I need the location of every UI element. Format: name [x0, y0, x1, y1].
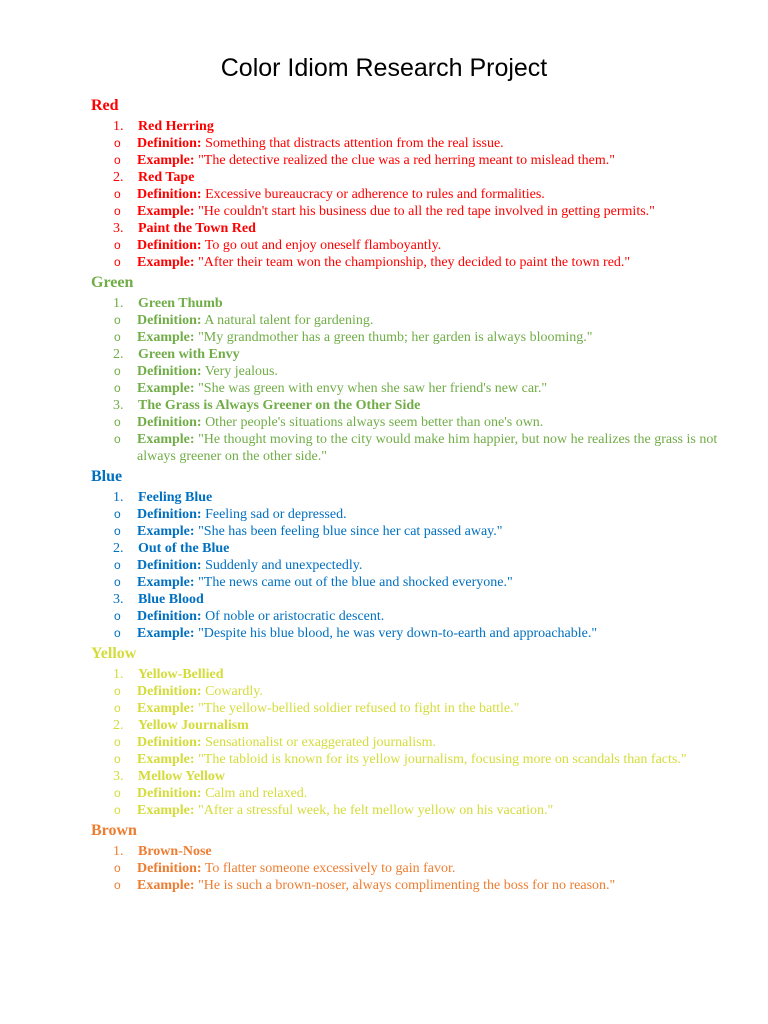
- bullet-icon: o: [114, 575, 121, 589]
- example-label: Example:: [137, 330, 195, 345]
- definition-label: Definition:: [137, 313, 202, 328]
- bullet-icon: o: [114, 626, 121, 640]
- definition-label: Definition:: [137, 238, 202, 253]
- example-item: [44, 431, 731, 465]
- definition-item: [44, 237, 731, 254]
- item-number: 3.: [113, 769, 124, 784]
- bullet-icon: o: [114, 609, 121, 623]
- section-heading: Blue: [91, 468, 123, 485]
- bullet-icon: o: [114, 364, 121, 378]
- bullet-icon: o: [114, 803, 121, 817]
- bullet-icon: o: [114, 313, 121, 327]
- example-text: "My grandmother has a green thumb; her garden is always blooming.": [198, 330, 593, 345]
- list-item: [91, 540, 731, 557]
- definition-label: Definition:: [137, 136, 202, 151]
- item-number: 1.: [113, 296, 124, 311]
- bullet-icon: o: [114, 432, 121, 446]
- example-text: "After a stressful week, he felt mellow yellow on his vacation.": [198, 803, 554, 818]
- definition-label: Definition:: [137, 187, 202, 202]
- example-text: "The yellow-bellied soldier refused to fight in the battle.": [198, 701, 520, 716]
- definition-text: To flatter someone excessively to gain favor.: [204, 861, 456, 876]
- idiom-name: Red Tape: [138, 170, 195, 185]
- definition-item: [44, 734, 731, 751]
- example-item: [44, 380, 731, 397]
- example-item: [44, 574, 731, 591]
- example-text: "The detective realized the clue was a red herring meant to mislead them.": [198, 153, 615, 168]
- idiom-name: The Grass is Always Greener on the Other Side: [138, 398, 421, 413]
- section-yellow: [91, 642, 731, 819]
- definition-text: Cowardly.: [205, 684, 263, 699]
- example-text: "She has been feeling blue since her cat passed away.": [198, 524, 503, 539]
- definition-text: Feeling sad or depressed.: [205, 507, 347, 522]
- definition-text: Calm and relaxed.: [205, 786, 308, 801]
- idiom-name: Mellow Yellow: [138, 769, 225, 784]
- definition-item: [44, 683, 731, 700]
- section-heading: Red: [91, 97, 119, 114]
- idiom-name: Yellow Journalism: [138, 718, 249, 733]
- bullet-icon: o: [114, 381, 121, 395]
- example-item: [44, 802, 731, 819]
- idiom-name: Red Herring: [138, 119, 214, 134]
- definition-item: [44, 506, 731, 523]
- list-item: [91, 169, 731, 186]
- item-number: 1.: [113, 844, 124, 859]
- section-heading: Brown: [91, 822, 137, 839]
- example-text: "He couldn't start his business due to all the red tape involved in getting permits.": [198, 204, 655, 219]
- definition-item: [44, 557, 731, 574]
- example-item: [44, 751, 731, 768]
- idiom-name: Green Thumb: [138, 296, 223, 311]
- item-number: 1.: [113, 667, 124, 682]
- definition-text: Of noble or aristocratic descent.: [205, 609, 385, 624]
- example-item: [44, 625, 731, 642]
- bullet-icon: o: [114, 701, 121, 715]
- section-brown: [91, 819, 731, 894]
- bullet-icon: o: [114, 735, 121, 749]
- example-text: "After their team won the championship, they decided to paint the town red.": [198, 255, 631, 270]
- example-text: "The news came out of the blue and shocked everyone.": [198, 575, 513, 590]
- bullet-icon: o: [114, 187, 121, 201]
- definition-label: Definition:: [137, 684, 202, 699]
- definition-label: Definition:: [137, 786, 202, 801]
- example-item: [44, 152, 731, 169]
- definition-item: [44, 186, 731, 203]
- definition-item: [44, 414, 731, 431]
- item-number: 2.: [113, 347, 124, 362]
- list-item: [91, 489, 731, 506]
- list-item: [91, 717, 731, 734]
- item-number: 3.: [113, 221, 124, 236]
- list-item: [91, 768, 731, 785]
- item-number: 2.: [113, 170, 124, 185]
- idiom-name: Feeling Blue: [138, 490, 213, 505]
- example-label: Example:: [137, 575, 195, 590]
- definition-text: Excessive bureaucracy or adherence to rules and formalities.: [205, 187, 545, 202]
- definition-item: [44, 785, 731, 802]
- example-label: Example:: [137, 432, 195, 447]
- definition-text: A natural talent for gardening.: [204, 313, 374, 328]
- bullet-icon: o: [114, 558, 121, 572]
- definition-text: Sensationalist or exaggerated journalism.: [205, 735, 437, 750]
- definition-item: [44, 608, 731, 625]
- idiom-name: Green with Envy: [138, 347, 240, 362]
- idiom-name: Paint the Town Red: [138, 221, 256, 236]
- list-item: [91, 843, 731, 860]
- example-label: Example:: [137, 255, 195, 270]
- document-body: [91, 94, 731, 894]
- definition-text: Very jealous.: [204, 364, 278, 379]
- item-number: 2.: [113, 541, 124, 556]
- bullet-icon: o: [114, 153, 121, 167]
- bullet-icon: o: [114, 330, 121, 344]
- example-label: Example:: [137, 153, 195, 168]
- section-red: [91, 94, 731, 271]
- bullet-icon: o: [114, 255, 121, 269]
- example-item: [44, 523, 731, 540]
- example-label: Example:: [137, 524, 195, 539]
- section-blue: [91, 465, 731, 642]
- idiom-name: Yellow-Bellied: [138, 667, 224, 682]
- definition-label: Definition:: [137, 415, 202, 430]
- bullet-icon: o: [114, 507, 121, 521]
- example-label: Example:: [137, 626, 195, 641]
- example-label: Example:: [137, 381, 195, 396]
- definition-item: [44, 363, 731, 380]
- bullet-icon: o: [114, 415, 121, 429]
- list-item: [91, 591, 731, 608]
- item-number: 3.: [113, 592, 124, 607]
- definition-text: Something that distracts attention from the real issue.: [205, 136, 504, 151]
- definition-text: Other people's situations always seem better than one's own.: [205, 415, 544, 430]
- definition-label: Definition:: [137, 861, 202, 876]
- definition-text: Suddenly and unexpectedly.: [205, 558, 363, 573]
- example-text: "She was green with envy when she saw her friend's new car.": [198, 381, 548, 396]
- definition-label: Definition:: [137, 558, 202, 573]
- bullet-icon: o: [114, 684, 121, 698]
- example-label: Example:: [137, 752, 195, 767]
- bullet-icon: o: [114, 136, 121, 150]
- bullet-icon: o: [114, 752, 121, 766]
- example-item: [44, 203, 731, 220]
- section-green: [91, 271, 731, 465]
- example-text: "The tabloid is known for its yellow journalism, focusing more on scandals than facts.": [198, 752, 687, 767]
- item-number: 2.: [113, 718, 124, 733]
- definition-item: [44, 135, 731, 152]
- list-item: [91, 295, 731, 312]
- bullet-icon: o: [114, 861, 121, 875]
- list-item: [91, 346, 731, 363]
- item-number: 3.: [113, 398, 124, 413]
- bullet-icon: o: [114, 524, 121, 538]
- section-heading: Yellow: [91, 645, 137, 662]
- example-text: "He thought moving to the city would make him happier, but now he realizes the grass is not always greener on the other side.": [137, 432, 718, 464]
- definition-label: Definition:: [137, 507, 202, 522]
- definition-label: Definition:: [137, 364, 202, 379]
- example-label: Example:: [137, 701, 195, 716]
- idiom-name: Out of the Blue: [138, 541, 230, 556]
- example-item: [44, 329, 731, 346]
- bullet-icon: o: [114, 238, 121, 252]
- example-item: [44, 700, 731, 717]
- document-title: Color Idiom Research Project: [220, 54, 548, 82]
- idiom-name: Blue Blood: [138, 592, 204, 607]
- definition-item: [44, 860, 731, 877]
- example-label: Example:: [137, 878, 195, 893]
- bullet-icon: o: [114, 878, 121, 892]
- example-label: Example:: [137, 204, 195, 219]
- idiom-name: Brown-Nose: [138, 844, 212, 859]
- example-text: "He is such a brown-noser, always complimenting the boss for no reason.": [198, 878, 616, 893]
- list-item: [91, 397, 731, 414]
- bullet-icon: o: [114, 204, 121, 218]
- list-item: [91, 666, 731, 683]
- list-item: [91, 220, 731, 237]
- example-label: Example:: [137, 803, 195, 818]
- bullet-icon: o: [114, 786, 121, 800]
- definition-text: To go out and enjoy oneself flamboyantly.: [204, 238, 442, 253]
- list-item: [91, 118, 731, 135]
- definition-item: [44, 312, 731, 329]
- item-number: 1.: [113, 490, 124, 505]
- example-item: [44, 877, 731, 894]
- example-item: [44, 254, 731, 271]
- item-number: 1.: [113, 119, 124, 134]
- definition-label: Definition:: [137, 735, 202, 750]
- definition-label: Definition:: [137, 609, 202, 624]
- section-heading: Green: [91, 274, 134, 291]
- example-text: "Despite his blue blood, he was very down-to-earth and approachable.": [198, 626, 598, 641]
